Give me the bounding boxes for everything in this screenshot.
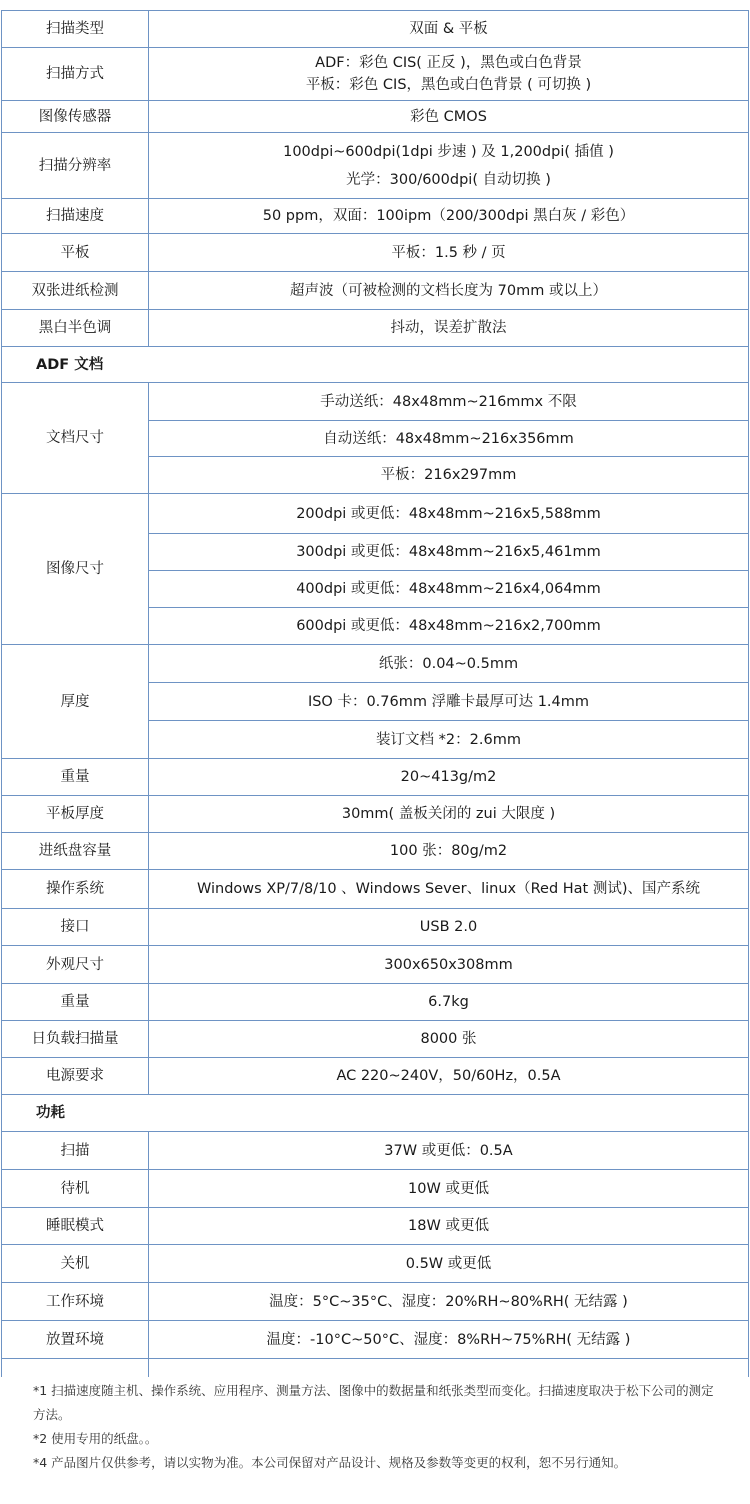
spec-label: 扫描分辨率 — [2, 133, 149, 199]
table-row — [2, 1283, 749, 1321]
spec-label: 电源要求 — [2, 1058, 149, 1095]
spec-label: 扫描类型 — [2, 11, 149, 48]
table-row — [2, 1058, 749, 1095]
spec-value: 10W 或更低 — [149, 1170, 749, 1208]
spec-label: 进纸盘容量 — [2, 833, 149, 870]
spec-label-empty — [2, 1359, 149, 1377]
table-row — [2, 101, 749, 133]
spec-label: 日负载扫描量 — [2, 1021, 149, 1058]
spec-value: 温度：5°C~35°C、湿度：20%RH~80%RH( 无结露 ) — [149, 1283, 749, 1321]
spec-value — [149, 133, 749, 199]
spec-label: 文档尺寸 — [2, 383, 149, 494]
spec-value: 装订文档 *2：2.6mm — [149, 721, 749, 759]
table-row — [2, 383, 749, 421]
spec-value: 300x650x308mm — [149, 946, 749, 984]
spec-label: 图像传感器 — [2, 101, 149, 133]
spec-value: USB 2.0 — [149, 909, 749, 946]
table-row-spacer — [2, 1359, 749, 1377]
spec-value-line: ADF：彩色 CIS( 正反 )，黑色或白色背景 — [315, 55, 582, 71]
spec-table — [1, 10, 749, 1377]
spec-value — [149, 48, 749, 101]
spec-label: 厚度 — [2, 645, 149, 759]
table-row — [2, 48, 749, 101]
table-row — [2, 1208, 749, 1245]
table-row — [2, 133, 749, 199]
table-row — [2, 494, 749, 534]
spec-label: 睡眠模式 — [2, 1208, 149, 1245]
section-title: 功耗 — [2, 1095, 749, 1132]
footnote: *2 使用专用的纸盘。。 — [33, 1431, 158, 1446]
spec-value: 8000 张 — [149, 1021, 749, 1058]
spec-label: 图像尺寸 — [2, 494, 149, 645]
spec-label: 平板 — [2, 234, 149, 272]
spec-value: 温度：-10°C~50°C、湿度：8%RH~75%RH( 无结露 ) — [149, 1321, 749, 1359]
spec-value: 超声波（可被检测的文档长度为 70mm 或以上） — [149, 272, 749, 310]
spec-label: 接口 — [2, 909, 149, 946]
section-header-power — [2, 1095, 749, 1132]
table-row — [2, 833, 749, 870]
table-row — [2, 645, 749, 683]
table-row — [2, 11, 749, 48]
table-row — [2, 984, 749, 1021]
spec-label: 扫描方式 — [2, 48, 149, 101]
spec-value: 37W 或更低：0.5A — [149, 1132, 749, 1170]
spec-value: 抖动，误差扩散法 — [149, 310, 749, 347]
table-row — [2, 272, 749, 310]
spec-label: 放置环境 — [2, 1321, 149, 1359]
spec-label: 工作环境 — [2, 1283, 149, 1321]
spec-label: 操作系统 — [2, 870, 149, 909]
spec-label: 外观尺寸 — [2, 946, 149, 984]
spec-value: 200dpi 或更低：48x48mm~216x5,588mm — [149, 494, 749, 534]
table-row — [2, 310, 749, 347]
table-row — [2, 796, 749, 833]
table-row — [2, 1245, 749, 1283]
spec-value: 平板：1.5 秒 / 页 — [149, 234, 749, 272]
spec-label: 双张进纸检测 — [2, 272, 149, 310]
table-row — [2, 1321, 749, 1359]
spec-value: 100 张：80g/m2 — [149, 833, 749, 870]
spec-value: 彩色 CMOS — [149, 101, 749, 133]
spec-value: 手动送纸：48x48mm~216mmx 不限 — [149, 383, 749, 421]
spec-value: Windows XP/7/8/10 、Windows Sever、linux（Red Hat 测试)、国产系统 — [149, 870, 749, 909]
spec-value-line: 光学：300/600dpi( 自动切换 ) — [346, 171, 551, 188]
spec-value: 纸张：0.04~0.5mm — [149, 645, 749, 683]
table-row — [2, 1132, 749, 1170]
spec-value: 6.7kg — [149, 984, 749, 1021]
spec-value: 50 ppm，双面：100ipm（200/300dpi 黑白灰 / 彩色） — [149, 199, 749, 234]
section-header-adf — [2, 347, 749, 383]
spec-label: 待机 — [2, 1170, 149, 1208]
spec-value: 0.5W 或更低 — [149, 1245, 749, 1283]
spec-value: AC 220~240V，50/60Hz，0.5A — [149, 1058, 749, 1095]
spec-label: 关机 — [2, 1245, 149, 1283]
table-row — [2, 1021, 749, 1058]
spec-label: 扫描 — [2, 1132, 149, 1170]
spec-value: 400dpi 或更低：48x48mm~216x4,064mm — [149, 571, 749, 608]
spec-value: 20~413g/m2 — [149, 759, 749, 796]
spec-value: 双面 & 平板 — [149, 11, 749, 48]
table-row — [2, 759, 749, 796]
spec-label: 黑白半色调 — [2, 310, 149, 347]
table-row — [2, 234, 749, 272]
spec-value: ISO 卡：0.76mm 浮雕卡最厚可达 1.4mm — [149, 683, 749, 721]
footnote: *1 扫描速度随主机、操作系统、应用程序、测量方法、图像中的数据量和纸张类型而变化。扫描速度取决于松下公司的测定方法。 — [33, 1383, 714, 1422]
spec-value: 平板：216x297mm — [149, 457, 749, 494]
section-title: ADF 文档 — [2, 347, 749, 383]
table-row — [2, 909, 749, 946]
spec-value: 自动送纸：48x48mm~216x356mm — [149, 421, 749, 457]
spec-value: 30mm( 盖板关闭的 zui 大限度 ) — [149, 796, 749, 833]
table-row — [2, 870, 749, 909]
table-row — [2, 1170, 749, 1208]
spec-label: 扫描速度 — [2, 199, 149, 234]
footnotes — [33, 1379, 723, 1475]
table-row — [2, 946, 749, 984]
spec-value: 300dpi 或更低：48x48mm~216x5,461mm — [149, 534, 749, 571]
spec-label: 重量 — [2, 759, 149, 796]
spec-value-empty — [149, 1359, 749, 1377]
spec-value: 600dpi 或更低：48x48mm~216x2,700mm — [149, 608, 749, 645]
spec-label: 重量 — [2, 984, 149, 1021]
spec-value-line: 平板：彩色 CIS，黑色或白色背景 ( 可切换 ) — [305, 77, 592, 93]
spec-label: 平板厚度 — [2, 796, 149, 833]
footnote: *4 产品图片仅供参考，请以实物为准。本公司保留对产品设计、规格及参数等变更的权利，恕不另行通知。 — [33, 1455, 627, 1470]
table-row — [2, 199, 749, 234]
spec-value: 18W 或更低 — [149, 1208, 749, 1245]
spec-value-line: 100dpi~600dpi(1dpi 步速 ) 及 1,200dpi( 插值 ) — [283, 143, 614, 160]
